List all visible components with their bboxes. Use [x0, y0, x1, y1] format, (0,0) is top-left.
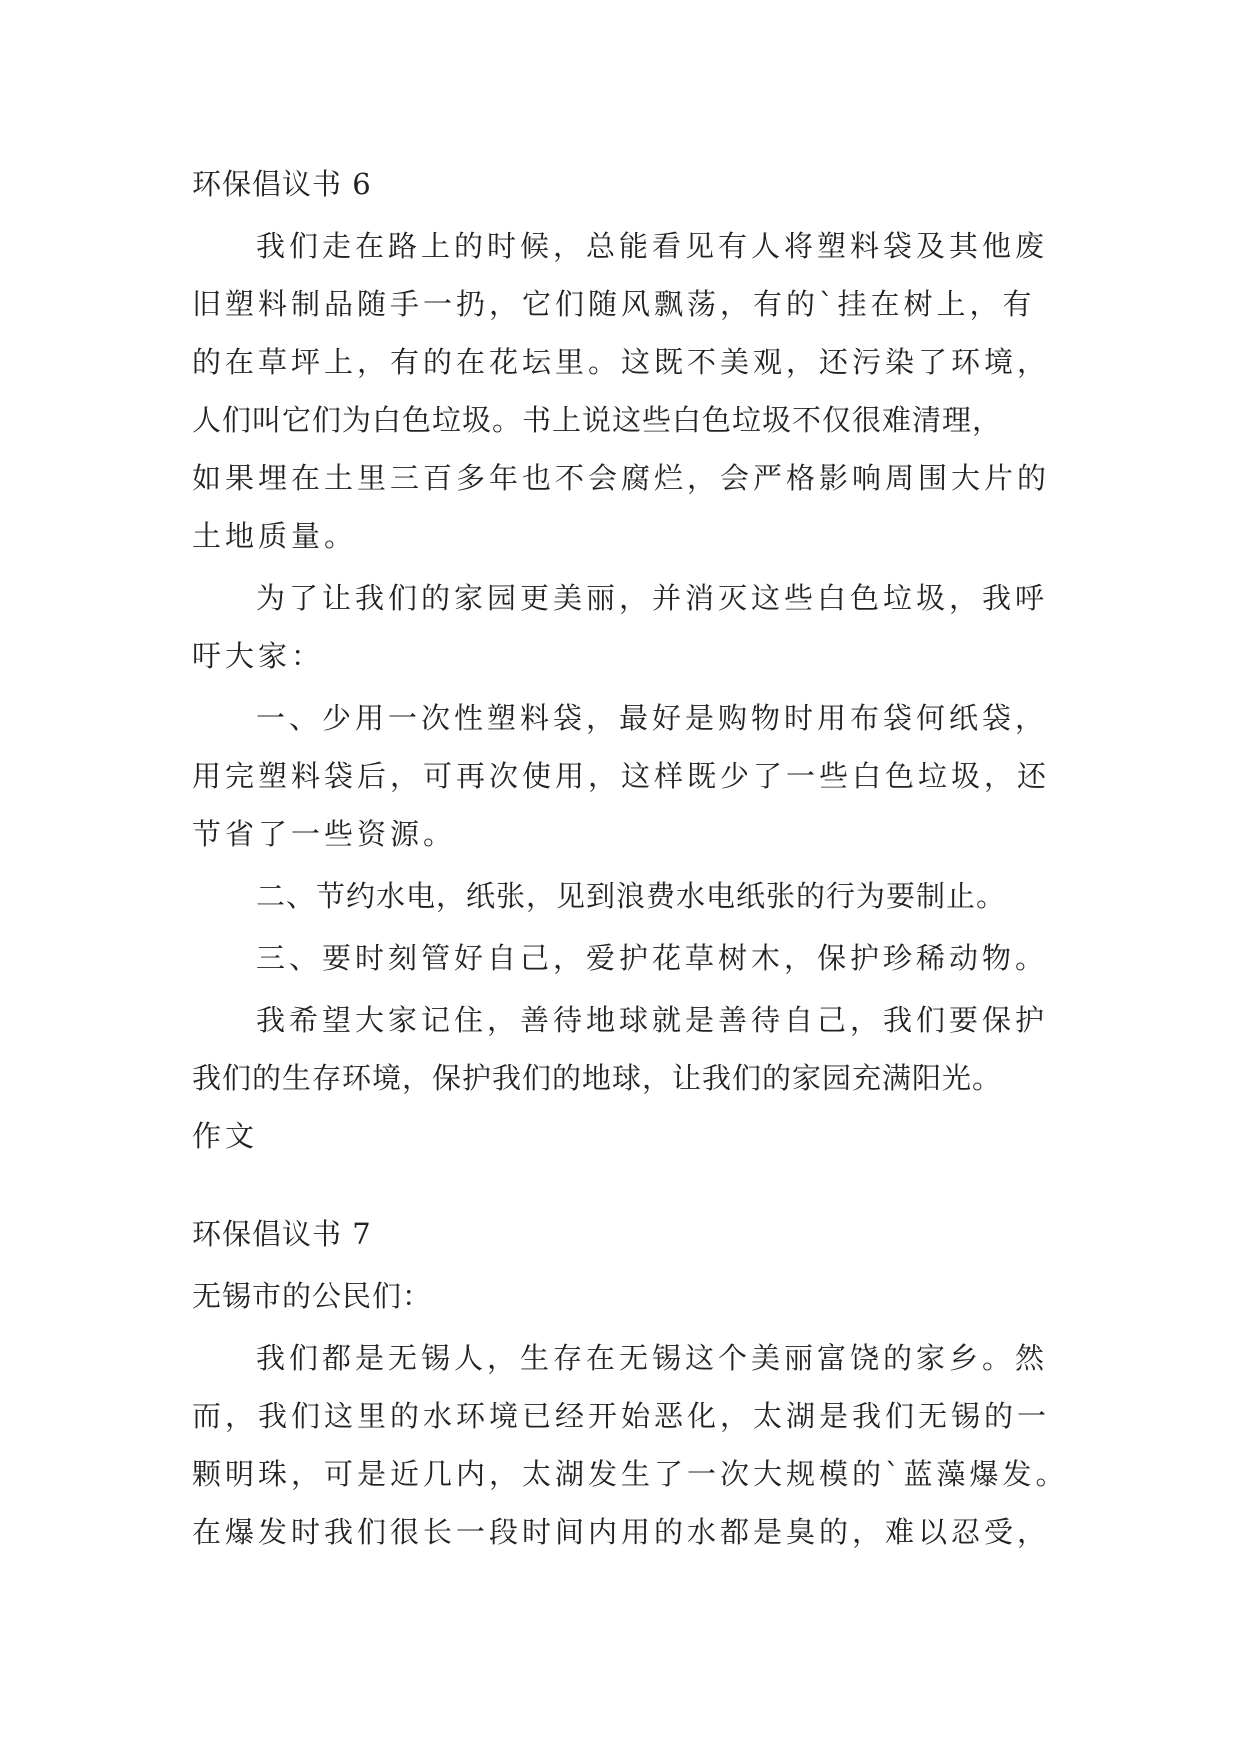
paragraph — [192, 991, 1060, 1165]
text-line: 我希望大家记住，善待地球就是善待自己，我们要保护 — [256, 1003, 1049, 1037]
text-line: 旧塑料制品随手一扔，它们随风飘荡，有的`挂在树上，有 — [192, 287, 1036, 321]
paragraph — [192, 217, 1060, 565]
text-line: 在爆发时我们很长一段时间内用的水都是臭的，难以忍受， — [192, 1515, 1051, 1549]
text-line: 我们走在路上的时候，总能看见有人将塑料袋及其他废 — [256, 229, 1049, 263]
paragraph — [192, 1329, 1069, 1561]
text-line: 如果埋在土里三百多年也不会腐烂，会严格影响周围大片的 — [192, 461, 1051, 495]
text-line: 作文 — [192, 1119, 259, 1153]
text-line: 节省了一些资源。 — [192, 817, 457, 851]
paragraph — [192, 867, 1060, 925]
paragraph — [192, 929, 1060, 987]
text-line: 一、少用一次性塑料袋，最好是购物时用布袋何纸袋， — [256, 701, 1049, 735]
salutation: 无锡市的公民们： — [192, 1279, 433, 1313]
section-heading: 环保倡议书 7 — [192, 1217, 372, 1251]
text-line: 土地质量。 — [192, 519, 358, 553]
proposal-6 — [192, 155, 1060, 1169]
paragraph — [192, 569, 1060, 685]
text-line: 我们都是无锡人，生存在无锡这个美丽富饶的家乡。然 — [256, 1341, 1049, 1375]
text-line: 二、节约水电，纸张，见到浪费水电纸张的行为要制止。 — [256, 879, 1007, 913]
text-line: 颗明珠，可是近几内，太湖发生了一次大规模的`蓝藻爆发。 — [192, 1457, 1069, 1491]
text-line: 三、要时刻管好自己，爱护花草树木，保护珍稀动物。 — [256, 941, 1049, 975]
text-line: 而，我们这里的水环境已经开始恶化，太湖是我们无锡的一 — [192, 1399, 1051, 1433]
text-line: 的在草坪上，有的在花坛里。这既不美观，还污染了环境， — [192, 345, 1051, 379]
text-line: 吁大家： — [192, 639, 325, 673]
text-line: 用完塑料袋后，可再次使用，这样既少了一些白色垃圾，还 — [192, 759, 1051, 793]
text-line: 人们叫它们为白色垃圾。书上说这些白色垃圾不仅很难清理， — [192, 403, 1003, 437]
proposal-7 — [192, 1205, 1069, 1565]
section-heading: 环保倡议书 6 — [192, 167, 372, 201]
text-line: 我们的生存环境，保护我们的地球，让我们的家园充满阳光。 — [192, 1061, 1003, 1095]
text-line: 为了让我们的家园更美丽，并消灭这些白色垃圾，我呼 — [256, 581, 1049, 615]
paragraph — [192, 689, 1060, 863]
